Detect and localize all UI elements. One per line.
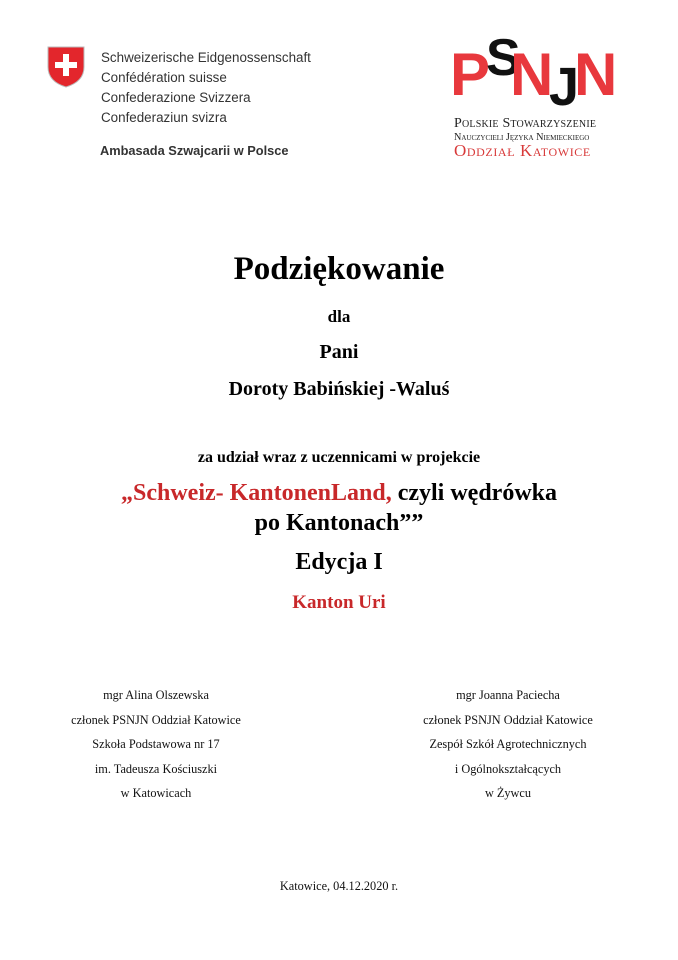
signature-line: Zespół Szkół Agrotechnicznych <box>429 737 587 752</box>
project-title-line2: po Kantonach”” <box>254 510 424 536</box>
signature-block-right <box>378 683 638 806</box>
signature-line: w Żywcu <box>484 786 532 801</box>
svg-text:P: P <box>450 41 491 108</box>
signature-line: w Katowicach <box>120 786 192 801</box>
swiss-name-lines <box>101 48 311 128</box>
svg-text:S: S <box>486 33 521 87</box>
signature-line: mgr Joanna Paciecha <box>456 688 560 702</box>
edition-label: Edycja I <box>295 549 383 575</box>
participation-text: za udział wraz z uczennicami w projekcie <box>197 449 481 466</box>
certificate-title: Podziękowanie <box>233 251 445 287</box>
psnjn-logo <box>440 33 620 163</box>
psnjn-name-line1: Polskie Stowarzyszenie <box>454 116 597 131</box>
canton-label: Kanton Uri <box>292 592 386 613</box>
psnjn-name-line2: Nauczycieli Języka Niemieckiego <box>454 132 590 143</box>
signature-line: mgr Alina Olszewska <box>103 688 209 702</box>
date-place: Katowice, 04.12.2020 r. <box>279 879 399 893</box>
swiss-line: Confédération suisse <box>101 70 227 85</box>
signature-line: im. Tadeusza Kościuszki <box>94 761 218 776</box>
project-title-rest: czyli wędrówka <box>391 480 557 506</box>
svg-text:N: N <box>510 41 554 108</box>
for-label: dla <box>327 307 351 326</box>
svg-text:J: J <box>549 57 580 111</box>
swiss-coat-of-arms-icon <box>46 45 86 89</box>
swiss-line: Confederazione Svizzera <box>101 90 251 105</box>
signature-line: i Ogólnokształcących <box>454 761 562 776</box>
signature-line: Szkoła Podstawowa nr 17 <box>92 737 220 752</box>
embassy-name: Ambasada Szwajcarii w Polsce <box>100 143 289 158</box>
psnjn-logo-mark <box>448 33 618 111</box>
recipient-name: Doroty Babińskiej -Waluś <box>228 378 450 400</box>
svg-text:N: N <box>574 41 618 108</box>
swiss-line: Schweizerische Eidgenossenschaft <box>101 50 311 65</box>
salutation: Pani <box>319 341 359 363</box>
signature-block-left <box>26 683 286 806</box>
project-title-red: „Schweiz- KantonenLand, <box>120 480 392 506</box>
signature-line: członek PSNJN Oddział Katowice <box>423 712 593 727</box>
project-title-line1 <box>0 480 678 507</box>
psnjn-branch: Oddział Katowice <box>454 141 591 160</box>
signature-line: członek PSNJN Oddział Katowice <box>71 712 241 727</box>
swiss-line: Confederaziun svizra <box>101 110 227 125</box>
